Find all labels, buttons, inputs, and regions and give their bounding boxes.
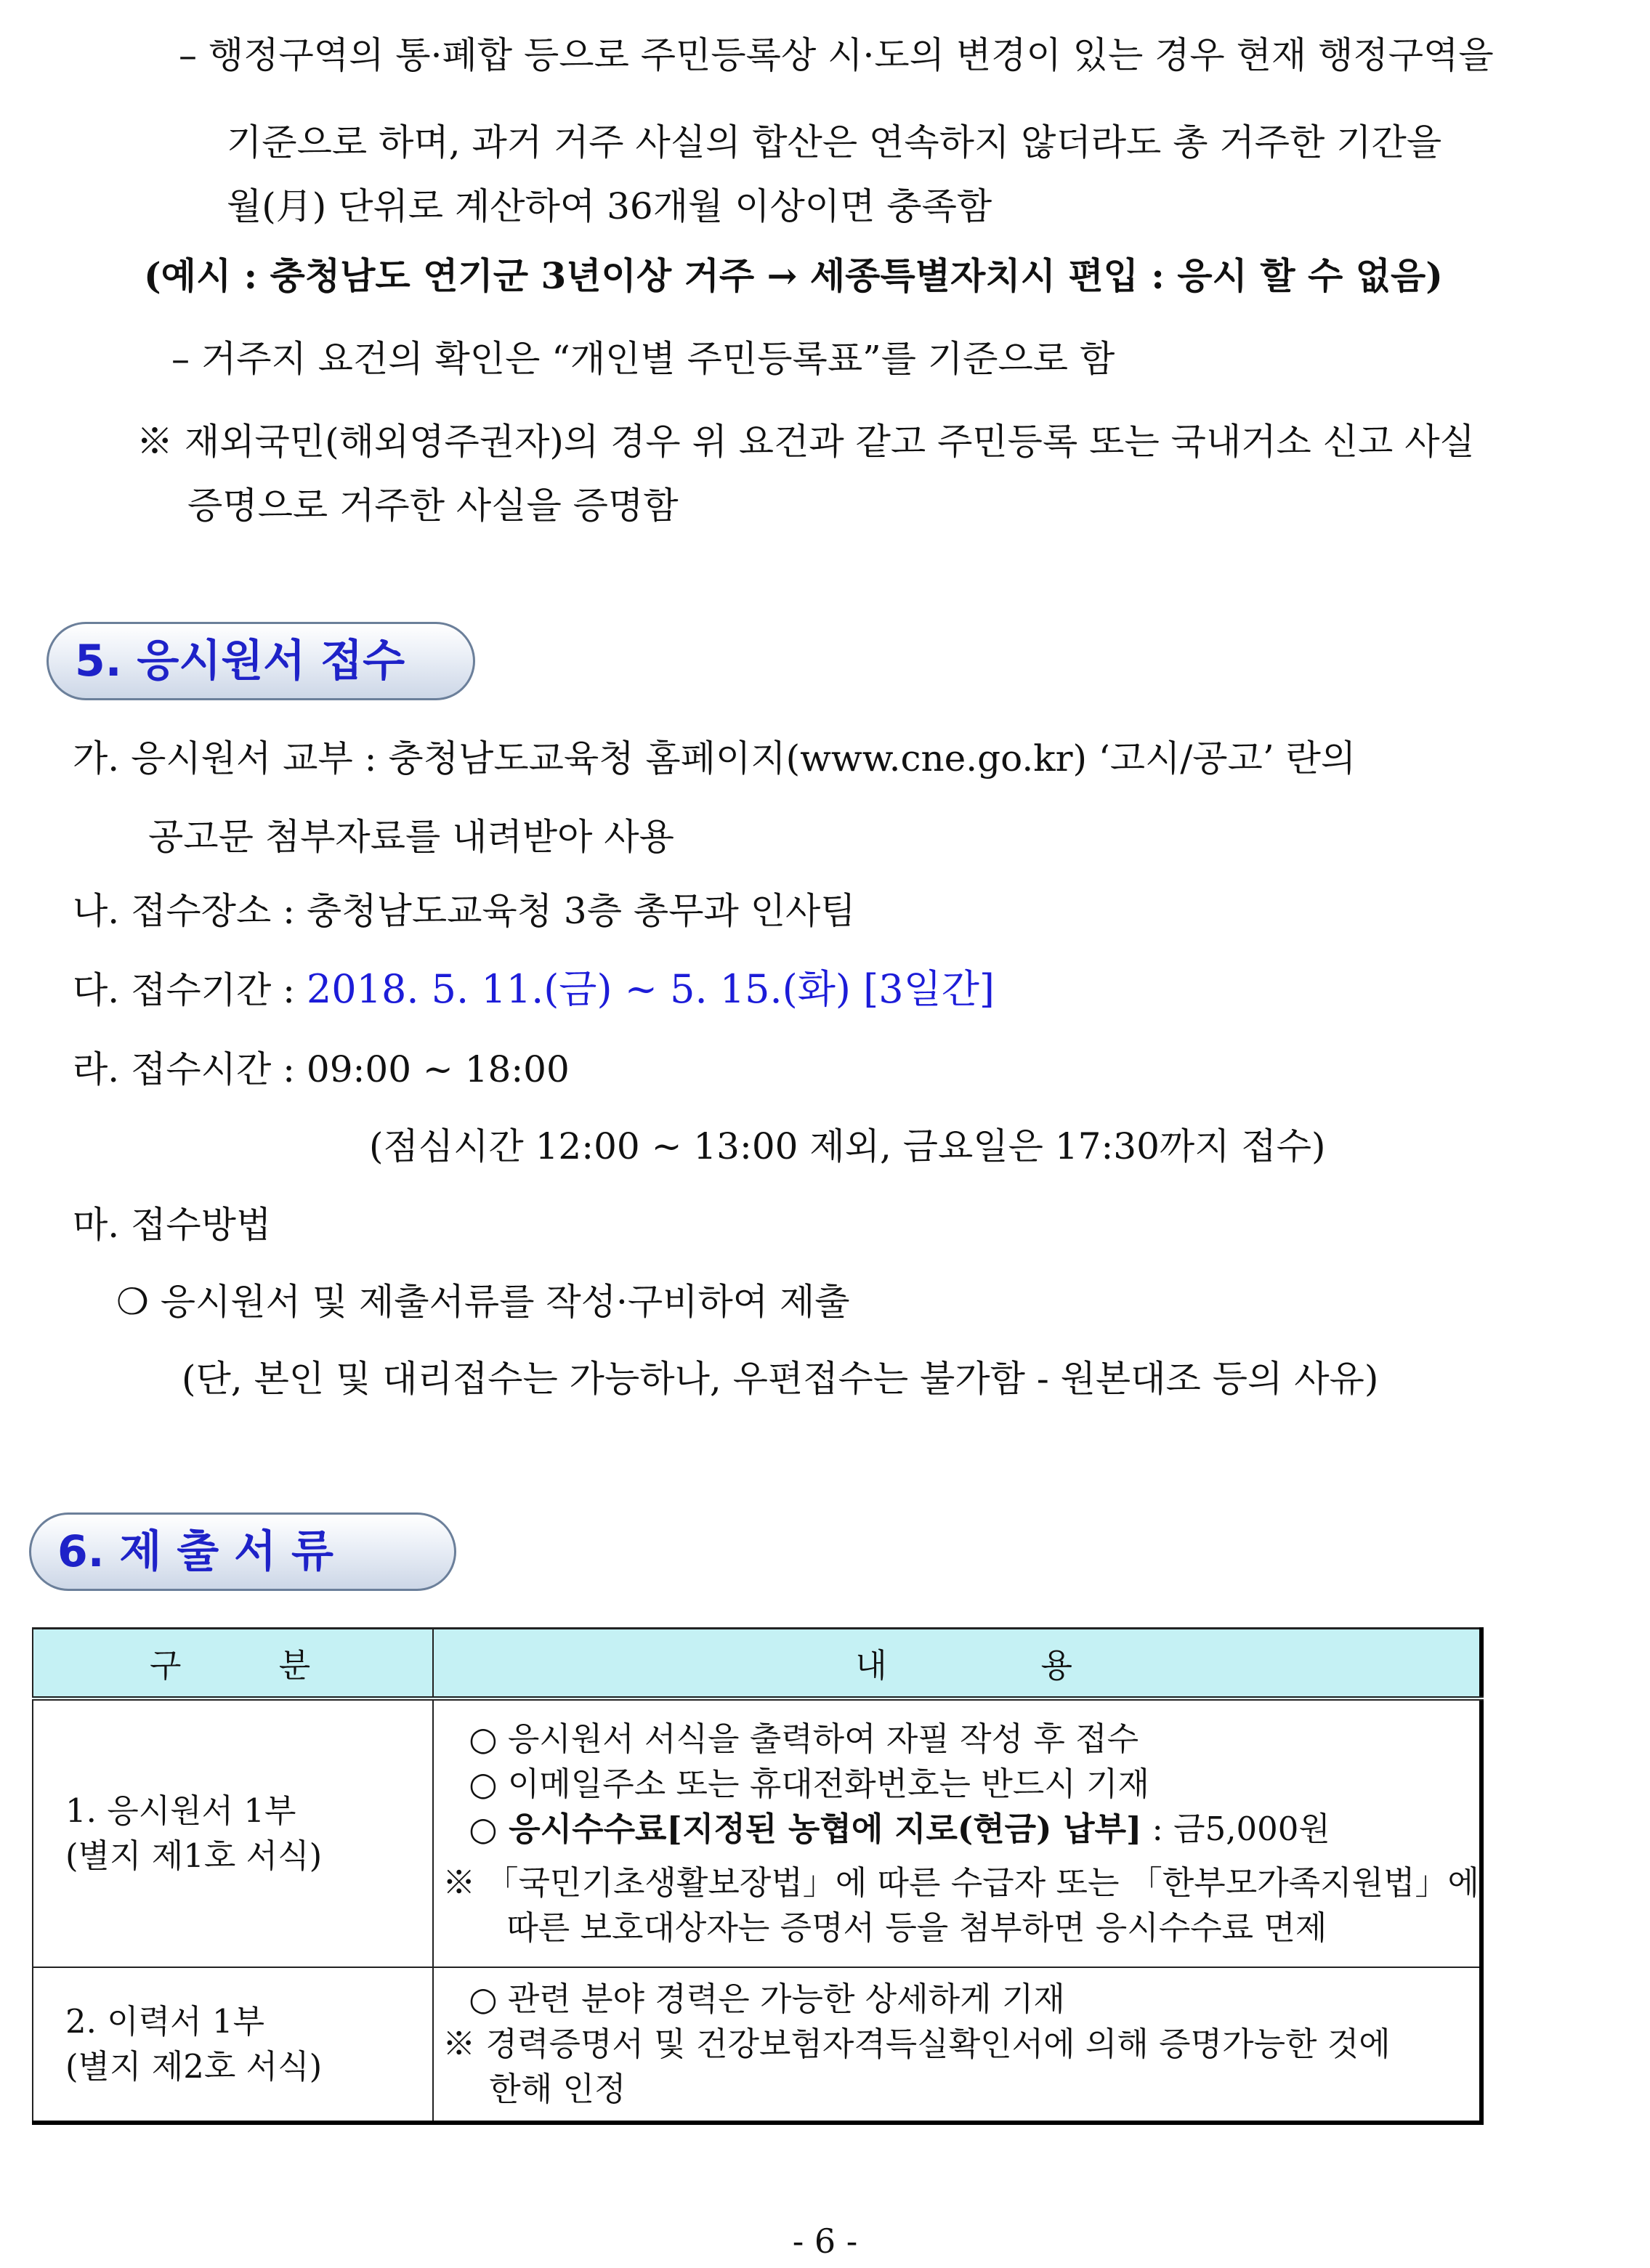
s5-line-na: 나. 접수장소 : 충청남도교육청 3층 총무과 인사팀 [73,890,856,932]
section-6-title: 6. 제 출 서 류 [57,1526,333,1577]
s5-line-ma: 마. 접수방법 [73,1204,272,1246]
s5-line-da [73,966,995,1013]
note-line-3: 월(月) 단위로 계산하여 36개월 이상이면 충족함 [227,185,992,227]
header-content: 내 용 [433,1629,1481,1698]
table-row [33,1967,1481,2123]
s5-method-note: (단, 본인 및 대리접수는 가능하나, 우편접수는 불가함 - 원본대조 등의 사유) [182,1358,1379,1400]
row2-content: ○ 관련 분야 경력은 가능한 상세하게 기재 ※ 경력증명서 및 건강보험자격득실확인서에 의해 증명가능한 것에 한해 인정 [433,1967,1481,2123]
s5-line-ga: 가. 응시원서 교부 : 충청남도교육청 홈페이지(www.cne.go.kr) ‘고시/공고’ 란의 [73,737,1356,779]
table-row [33,1698,1481,1967]
documents-table [32,1627,1484,2125]
period-value: 2018. 5. 11.(금) ~ 5. 15.(화) [3일간] [306,966,995,1012]
section-6-heading [29,1512,456,1591]
s5-line-ga-2: 공고문 첨부자료를 내려받아 사용 [148,816,674,858]
note-line-6: 증명으로 거주한 사실을 증명함 [187,485,679,527]
section-5-title: 5. 응시원서 접수 [75,636,405,687]
row2-category: 2. 이력서 1부 (별지 제2호 서식) [33,1967,433,2123]
note-line-5: ※ 재외국민(해외영주권자)의 경우 위 요건과 같고 주민등록 또는 국내거소 신고 사실 [137,421,1475,463]
s5-hours-note: (점심시간 12:00 ~ 13:00 제외, 금요일은 17:30까지 접수) [369,1125,1326,1167]
header-category: 구 분 [33,1629,433,1698]
s5-method-item: ❍ 응시원서 및 제출서류를 작성·구비하여 제출 [116,1281,850,1323]
page-number: - 6 - [792,2222,858,2261]
row1-content: ○ 응시원서 서식을 출력하여 자필 작성 후 접수 ○ 이메일주소 또는 휴대전화번호는 반드시 기재 ○ 응시수수료[지정된 농협에 지로(현금) 납부] : 금5,000원 ※ 「국민기초생활보장법」에 따른 수급자 또는 「한부모가족지원법」에 따른 보호대상자는 증명서 등을 첨부하면 응시수수료 면제 [433,1698,1481,1967]
section-5-heading [46,622,475,700]
example-line: (예시 : 충청남도 연기군 3년이상 거주 → 세종특별자치시 편입 : 응시 할 수 없음) [144,254,1443,297]
row1-category: 1. 응시원서 1부 (별지 제1호 서식) [33,1698,433,1967]
s5-line-ra: 라. 접수시간 : 09:00 ~ 18:00 [73,1048,570,1090]
note-line-4: – 거주지 요건의 확인은 “개인별 주민등록표”를 기준으로 함 [171,338,1115,380]
note-line-1: – 행정구역의 통·폐합 등으로 주민등록상 시·도의 변경이 있는 경우 현재 행정구역을 [179,34,1494,76]
note-line-2: 기준으로 하며, 과거 거주 사실의 합산은 연속하지 않더라도 총 거주한 기간을 [227,121,1442,163]
table-header-row [33,1629,1481,1698]
period-label: 다. 접수기간 : [73,969,307,1011]
